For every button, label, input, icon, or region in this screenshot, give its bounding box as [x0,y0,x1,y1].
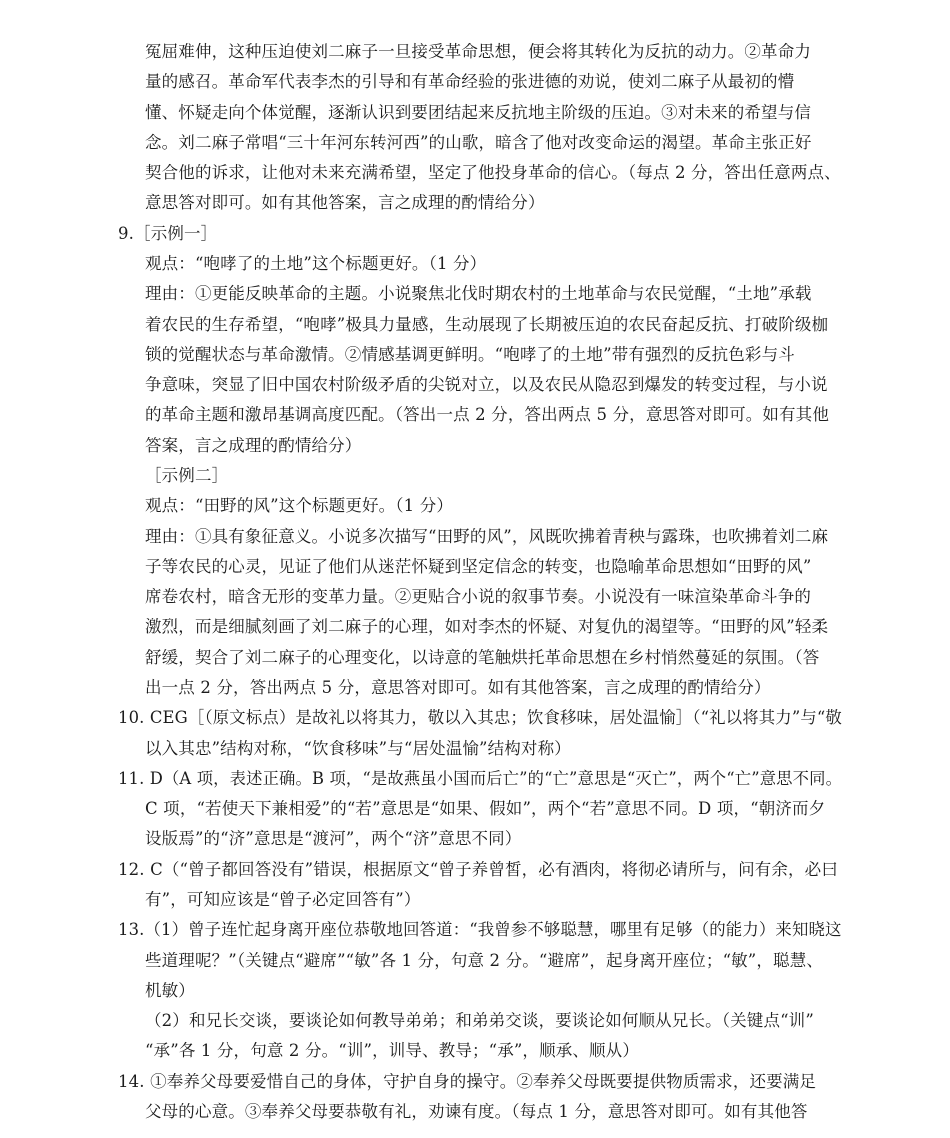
text-line: 设版焉”的“济”意思是“渡河”，两个“济”意思不同） [145,829,522,849]
text-line: 契合他的诉求，让他对未来充满希望，坚定了他投身革命的信心。（每点 2 分，答出任意两点、 [145,163,841,183]
text-line: 锁的觉醒状态与革命激情。②情感基调更鲜明。“咆哮了的土地”带有强烈的反抗色彩与斗 [145,344,795,364]
text-line: 些道理呢？”（关键点“避席”“敏”各 1 分，句意 2 分。“避席”，起身离开座位；“敏”，聪慧、 [145,950,823,970]
text-line: 观点：“咆哮了的土地”这个标题更好。（1 分） [145,254,487,273]
text-line: 争意味，突显了旧中国农村阶级矛盾的尖锐对立，以及农民从隐忍到爆发的转变过程，与小说 [145,375,828,395]
text-line: 席卷农村，暗含无形的变革力量。②更贴合小说的叙事节奏。小说没有一味渲染革命斗争的 [145,587,811,607]
example-2-heading: ［示例二］ [145,466,229,485]
text-line: 答案，言之成理的酌情给分） [145,435,362,455]
text-line: 舒缓，契合了刘二麻子的心理变化，以诗意的笔触烘托革命思想在乡村悄然蔓延的氛围。（答 [145,647,820,667]
text-line: 冤屈难伸，这种压迫使刘二麻子一旦接受革命思想，便会将其转化为反抗的动力。②革命力 [145,42,811,61]
question-12-answer: 12. C（“曾子都回答没有”错误，根据原文“曾子养曾皙，必有酒肉，将彻必请所与，问有余，必曰 [118,859,838,879]
text-line: C 项，“若使天下兼相爱”的“若”意思是“如果、假如”，两个“若”意思不同。D 项，“朝济而夕 [145,799,826,819]
text-line: 有”，可知应该是“曾子必定回答有”） [145,890,421,909]
text-line: （2）和兄长交谈，要谈论如何教导弟弟；和弟弟交谈，要谈论如何顺从兄长。（关键点“训” [145,1011,814,1031]
question-13-answer: 13.（1）曾子连忙起身离开座位恭敬地回答道：“我曾参不够聪慧，哪里有足够（的能力）来知晓这 [118,920,842,940]
text-line: 理由：①更能反映革命的主题。小说聚焦北伐时期农村的土地革命与农民觉醒，“土地”承载 [145,284,812,304]
text-line: 父母的心意。③奉养父母要恭敬有礼，劝谏有度。（每点 1 分，意思答对即可。如有其他答 [145,1102,808,1121]
question-11-answer: 11. D（A 项，表述正确。B 项，“是故燕虽小国而后亡”的“亡”意思是“灭亡”，两个“亡”意思不同。 [118,768,843,788]
text-line: 观点：“田野的风”这个标题更好。（1 分） [145,496,454,516]
text-line: 的革命主题和激昂基调高度匹配。（答出一点 2 分，答出两点 5 分，意思答对即可。如有其他 [145,405,829,425]
text-line: “承”各 1 分，句意 2 分。“训”，训导、教导；“承”，顺承、顺从） [145,1041,639,1061]
text-line: 以入其忠”结构对称，“饮食移味”与“居处温愉”结构对称） [145,738,571,758]
text-line: 出一点 2 分，答出两点 5 分，意思答对即可。如有其他答案，言之成理的酌情给分） [145,678,771,697]
text-line: 懂、怀疑走向个体觉醒，逐渐认识到要团结起来反抗地主阶级的压迫。③对未来的希望与信 [145,102,811,122]
text-line: 着农民的生存希望，“咆哮”极具力量感，生动展现了长期被压迫的农民奋起反抗、打破阶级枷 [145,314,829,334]
text-line: 念。刘二麻子常唱“三十年河东转河西”的山歌，暗含了他对改变命运的渴望。革命主张正好 [145,132,812,152]
text-line: 子等农民的心灵，见证了他们从迷茫怀疑到坚定信念的转变，也隐喻革命思想如“田野的风” [145,556,812,576]
text-line: 激烈，而是细腻刻画了刘二麻子的心理，如对李杰的怀疑、对复仇的渴望等。“田野的风”轻柔 [145,617,829,637]
question-14-answer: 14. ①奉养父母要爱惜自己的身体，守护自身的操守。②奉养父母既要提供物质需求，还要满足 [118,1071,817,1091]
question-9-heading: 9.［示例一］ [118,223,218,243]
text-line: 理由：①具有象征意义。小说多次描写“田野的风”，风既吹拂着青秧与露珠，也吹拂着刘二麻 [145,526,829,546]
text-line: 量的感召。革命军代表李杰的引导和有革命经验的张进德的劝说，使刘二麻子从最初的懵 [145,72,795,92]
text-line: 机敏） [145,980,195,1000]
question-10-answer: 10. CEG［（原文标点）是故礼以将其力，敬以入其忠；饮食移味，居处温愉］（“礼以将其力”与“敬 [118,708,842,728]
text-line: 意思答对即可。如有其他答案，言之成理的酌情给分） [145,193,545,213]
